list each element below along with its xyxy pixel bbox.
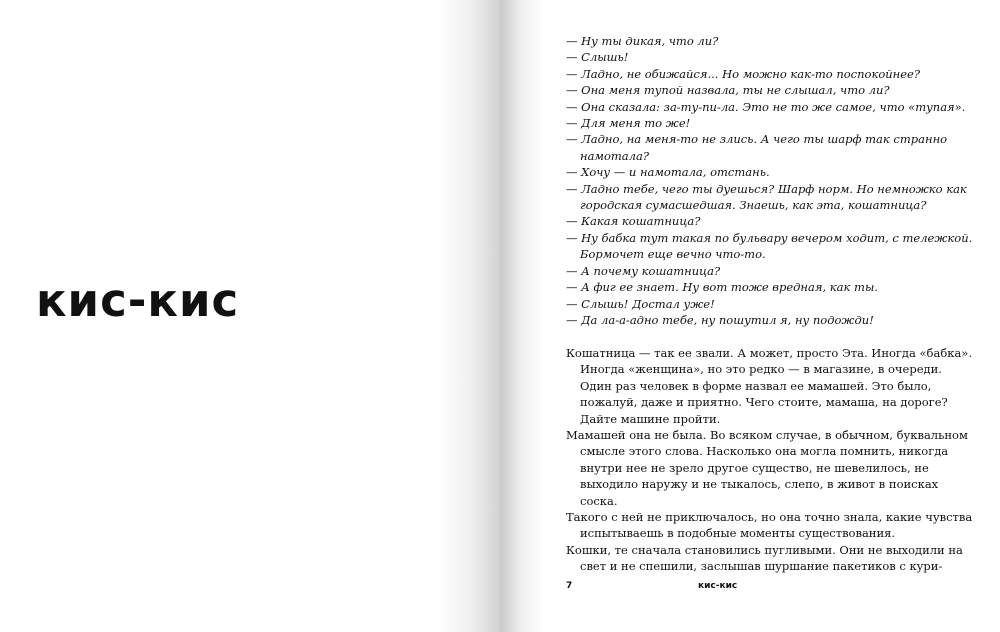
dialogue-line: — Да ла-а-адно тебе, ну пошутил я, ну подожди! — [566, 312, 874, 327]
chapter-title: кис-кис — [36, 274, 240, 327]
dialogue-line: — Она сказала: за-ту-пи-ла. Это не то же самое, что «тупая». — [566, 99, 966, 114]
dialogue-line: — Какая кошатница? — [566, 214, 701, 229]
dialogue-line: — Слышь! — [566, 50, 629, 65]
dialogue-line: — Ладно, на меня-то не злись. А чего ты шарф так странно намотала? — [566, 132, 948, 163]
gutter-shadow-left — [438, 0, 500, 632]
prose-paragraph: Кошатница — так ее звали. А может, просто Эта. Иногда «бабка». Иногда «женщина», но это редко — в магазине, в очереди. Один раз человек в форме назвал ее мамашей. Это было, пожалуй, даже и приятно. Чего стоите, мамаша, на дороге? Дайте машине пройти. — [566, 346, 972, 426]
prose-block — [566, 345, 976, 575]
gutter-shadow-right — [500, 0, 546, 632]
prose-paragraph: Такого с ней не приключалось, но она точно знала, какие чувства испытываешь в подобные моменты существования. — [566, 510, 973, 541]
prose-paragraph: Мамашей она не была. Во всяком случае, в обычном, буквальном смысле этого слова. Насколько она могла помнить, никогда внутри нее не зрело другое существо, не шевелилось, не выходило наружу и не тыкалось, слепо, в живот в поисках соска. — [566, 428, 968, 508]
page-number: 7 — [566, 581, 573, 591]
dialogue-line: — Слышь! Достал уже! — [566, 296, 715, 311]
dialogue-line: — А фиг ее знает. Ну вот тоже вредная, как ты. — [566, 280, 878, 295]
dialogue-line: — Хочу — и намотала, отстань. — [566, 165, 770, 180]
dialogue-line: — Ладно, не обижайся... Но можно как-то поспокойнее? — [566, 66, 921, 81]
dialogue-line: — Ну ты дикая, что ли? — [566, 34, 719, 48]
running-head: кис-кис — [698, 581, 738, 591]
dialogue-line: — Ладно тебе, чего ты дуешься? Шарф норм. Но немножко как городская сумасшедшая. Знаешь, как эта, кошатница? — [566, 181, 967, 213]
dialogue-line: — Для меня то же! — [566, 116, 691, 131]
dialogue-block — [566, 33, 976, 328]
dialogue-line: — А почему кошатница? — [566, 263, 721, 278]
dialogue-line: — Она меня тупой назвала, ты не слышал, что ли? — [566, 83, 890, 98]
dialogue-line: — Ну бабка тут такая по бульвару вечером ходит, с тележкой. Бормочет еще вечно что-то. — [566, 230, 973, 262]
prose-paragraph: Кошки, те сначала становились пугливыми. Они не выходили на свет и не спешили, заслышав шуршание пакетиков с кури- — [566, 542, 963, 574]
